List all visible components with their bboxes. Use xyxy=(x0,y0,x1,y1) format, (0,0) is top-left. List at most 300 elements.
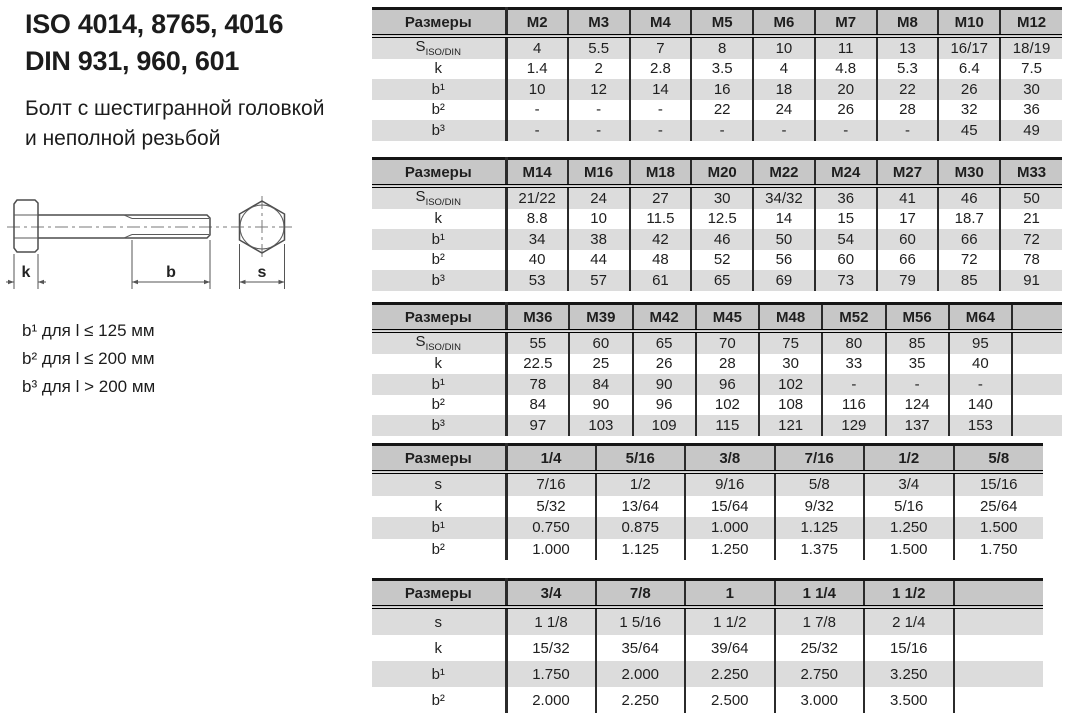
value-cell: 55 xyxy=(506,331,569,354)
row-label: b¹ xyxy=(372,661,506,687)
value-cell: 72 xyxy=(938,250,1000,271)
size-column-header: 1/2 xyxy=(864,445,954,473)
size-column-header: M4 xyxy=(630,9,692,37)
row-label: k xyxy=(372,496,506,518)
size-column-header: 5/16 xyxy=(596,445,686,473)
size-column-header: 1 1/4 xyxy=(775,580,865,608)
size-table-m36-m64 xyxy=(372,302,1062,436)
value-cell: 1.000 xyxy=(685,517,775,539)
value-cell: 2 1/4 xyxy=(864,607,954,635)
value-cell: 53 xyxy=(506,270,568,291)
value-cell: 9/32 xyxy=(775,496,865,518)
value-cell: 52 xyxy=(691,250,753,271)
value-cell: 3.5 xyxy=(691,59,753,80)
size-column-header: 5/8 xyxy=(954,445,1044,473)
value-cell: 35 xyxy=(886,354,949,375)
value-cell: 41 xyxy=(877,186,939,209)
value-cell: 5/32 xyxy=(506,496,596,518)
table-header-row xyxy=(372,159,1062,187)
document-title xyxy=(25,6,283,80)
row-label: b¹ xyxy=(372,374,506,395)
value-cell: 36 xyxy=(815,186,877,209)
dim-label-s: s xyxy=(257,264,267,281)
value-cell: 2.500 xyxy=(685,687,775,713)
value-cell: 90 xyxy=(569,395,632,416)
empty-cell xyxy=(1012,331,1062,354)
value-cell: 115 xyxy=(696,415,759,436)
value-cell: 1 1/2 xyxy=(685,607,775,635)
row-label: $S_{ISO/DIN}$ xyxy=(372,331,506,354)
value-cell: 22.5 xyxy=(506,354,569,375)
empty-cell xyxy=(1012,374,1062,395)
value-cell: 57 xyxy=(568,270,630,291)
row-label: $S_{ISO/DIN}$ xyxy=(372,36,506,59)
value-cell: 34 xyxy=(506,229,568,250)
row-label: b² xyxy=(372,100,506,121)
table-header-row xyxy=(372,580,1043,608)
value-cell: 78 xyxy=(1000,250,1062,271)
size-column-header: M16 xyxy=(568,159,630,187)
value-cell: - xyxy=(568,120,630,141)
size-column-header: M7 xyxy=(815,9,877,37)
size-column-header: M10 xyxy=(938,9,1000,37)
value-cell: 1 1/8 xyxy=(506,607,596,635)
dimension-row xyxy=(372,100,1062,121)
value-cell: 46 xyxy=(691,229,753,250)
value-cell: 17 xyxy=(877,209,939,230)
subtitle-line-1: Болт с шестигранной головкой xyxy=(25,97,325,120)
value-cell: 46 xyxy=(938,186,1000,209)
row-label: b¹ xyxy=(372,229,506,250)
value-cell: 7 xyxy=(630,36,692,59)
dimension-row xyxy=(372,539,1043,561)
value-cell: 4.8 xyxy=(815,59,877,80)
dimension-row xyxy=(372,250,1062,271)
value-cell: 25/32 xyxy=(775,635,865,661)
value-cell: 10 xyxy=(753,36,815,59)
row-label: $S_{ISO/DIN}$ xyxy=(372,186,506,209)
value-cell: 61 xyxy=(630,270,692,291)
size-column-header: M48 xyxy=(759,304,822,332)
value-cell: 121 xyxy=(759,415,822,436)
value-cell: 137 xyxy=(886,415,949,436)
value-cell: 129 xyxy=(822,415,885,436)
value-cell: 40 xyxy=(949,354,1012,375)
size-column-header: M39 xyxy=(569,304,632,332)
value-cell: 49 xyxy=(1000,120,1062,141)
value-cell: 13/64 xyxy=(596,496,686,518)
row-label: k xyxy=(372,354,506,375)
value-cell: 1.125 xyxy=(596,539,686,561)
value-cell: 73 xyxy=(815,270,877,291)
value-cell: 38 xyxy=(568,229,630,250)
row-label: b² xyxy=(372,539,506,561)
value-cell: 1.4 xyxy=(506,59,568,80)
size-column-header: M12 xyxy=(1000,9,1062,37)
value-cell: 15 xyxy=(815,209,877,230)
subtitle-line-2: и неполной резьбой xyxy=(25,127,221,150)
dimension-row xyxy=(372,661,1043,687)
value-cell: - xyxy=(506,120,568,141)
row-label: b² xyxy=(372,395,506,416)
dimension-row xyxy=(372,517,1043,539)
value-cell: - xyxy=(691,120,753,141)
dimension-row xyxy=(372,635,1043,661)
value-cell: 11 xyxy=(815,36,877,59)
value-cell: 8.8 xyxy=(506,209,568,230)
value-cell: 30 xyxy=(691,186,753,209)
value-cell: 124 xyxy=(886,395,949,416)
footnote-b3: b³ для l > 200 мм xyxy=(22,377,156,396)
value-cell: 2 xyxy=(568,59,630,80)
value-cell: 1/2 xyxy=(596,472,686,496)
dimension-row xyxy=(372,36,1062,59)
table-header-row xyxy=(372,445,1043,473)
value-cell: 48 xyxy=(630,250,692,271)
size-table-m14-m33 xyxy=(372,157,1062,291)
dimension-row xyxy=(372,186,1062,209)
empty-header-cell xyxy=(954,580,1044,608)
value-cell: 7.5 xyxy=(1000,59,1062,80)
size-column-header: M22 xyxy=(753,159,815,187)
value-cell: 1 5/16 xyxy=(596,607,686,635)
value-cell: 85 xyxy=(938,270,1000,291)
value-cell: - xyxy=(815,120,877,141)
value-cell: 2.000 xyxy=(506,687,596,713)
value-cell: 69 xyxy=(753,270,815,291)
value-cell: - xyxy=(753,120,815,141)
row-label: b³ xyxy=(372,415,506,436)
dimension-row xyxy=(372,79,1062,100)
dimension-row xyxy=(372,415,1062,436)
value-cell: - xyxy=(886,374,949,395)
dimension-row xyxy=(372,374,1062,395)
size-corner-label: Размеры xyxy=(372,304,506,332)
value-cell: - xyxy=(630,120,692,141)
row-label: s xyxy=(372,472,506,496)
bolt-side-view xyxy=(7,200,227,252)
value-cell: 103 xyxy=(569,415,632,436)
value-cell: 96 xyxy=(696,374,759,395)
value-cell: 15/64 xyxy=(685,496,775,518)
row-label-subscript: ISO/DIN xyxy=(425,197,461,209)
row-label: k xyxy=(372,59,506,80)
size-column-header: M45 xyxy=(696,304,759,332)
row-label: k xyxy=(372,635,506,661)
value-cell: 2.8 xyxy=(630,59,692,80)
row-label-subscript: ISO/DIN xyxy=(425,47,461,59)
value-cell: 5.5 xyxy=(568,36,630,59)
empty-cell xyxy=(1012,415,1062,436)
size-column-header: M20 xyxy=(691,159,753,187)
value-cell: 26 xyxy=(815,100,877,121)
value-cell: 8 xyxy=(691,36,753,59)
dimension-row xyxy=(372,472,1043,496)
value-cell: 33 xyxy=(822,354,885,375)
value-cell: 40 xyxy=(506,250,568,271)
size-column-header: M6 xyxy=(753,9,815,37)
size-column-header: M36 xyxy=(506,304,569,332)
value-cell: 45 xyxy=(938,120,1000,141)
value-cell: - xyxy=(949,374,1012,395)
title-line-iso: ISO 4014, 8765, 4016 xyxy=(25,9,284,39)
value-cell: 18 xyxy=(753,79,815,100)
thread-length-footnotes xyxy=(22,317,155,401)
value-cell: - xyxy=(506,100,568,121)
size-column-header: M8 xyxy=(877,9,939,37)
dimension-row xyxy=(372,229,1062,250)
value-cell: 1.500 xyxy=(864,539,954,561)
value-cell: 22 xyxy=(877,79,939,100)
value-cell: 1.750 xyxy=(954,539,1044,561)
value-cell: 153 xyxy=(949,415,1012,436)
value-cell: - xyxy=(877,120,939,141)
value-cell: 1.125 xyxy=(775,517,865,539)
value-cell: 1 7/8 xyxy=(775,607,865,635)
size-corner-label: Размеры xyxy=(372,159,506,187)
value-cell: 34/32 xyxy=(753,186,815,209)
value-cell: 10 xyxy=(506,79,568,100)
size-column-header: M52 xyxy=(822,304,885,332)
value-cell: 11.5 xyxy=(630,209,692,230)
title-line-din: DIN 931, 960, 601 xyxy=(25,46,240,76)
row-label: b³ xyxy=(372,270,506,291)
size-column-header: 1/4 xyxy=(506,445,596,473)
value-cell: 66 xyxy=(938,229,1000,250)
value-cell: 44 xyxy=(568,250,630,271)
bolt-technical-drawing xyxy=(5,188,337,306)
value-cell: 12 xyxy=(568,79,630,100)
row-label: s xyxy=(372,607,506,635)
value-cell: 116 xyxy=(822,395,885,416)
value-cell: 60 xyxy=(877,229,939,250)
value-cell: 30 xyxy=(1000,79,1062,100)
dimension-b xyxy=(132,240,210,289)
value-cell: 2.250 xyxy=(596,687,686,713)
value-cell: 21/22 xyxy=(506,186,568,209)
value-cell: 28 xyxy=(696,354,759,375)
dimension-row xyxy=(372,354,1062,375)
dimension-row xyxy=(372,120,1062,141)
value-cell: 9/16 xyxy=(685,472,775,496)
value-cell: 4 xyxy=(506,36,568,59)
value-cell: 3/4 xyxy=(864,472,954,496)
value-cell: 108 xyxy=(759,395,822,416)
value-cell: 102 xyxy=(696,395,759,416)
value-cell: 102 xyxy=(759,374,822,395)
value-cell: 25 xyxy=(569,354,632,375)
value-cell: 3.000 xyxy=(775,687,865,713)
value-cell: 5/8 xyxy=(775,472,865,496)
value-cell: 109 xyxy=(633,415,696,436)
empty-cell xyxy=(1012,354,1062,375)
value-cell: 24 xyxy=(568,186,630,209)
size-column-header: 1 xyxy=(685,580,775,608)
value-cell: 75 xyxy=(759,331,822,354)
size-corner-label: Размеры xyxy=(372,445,506,473)
size-column-header: M14 xyxy=(506,159,568,187)
value-cell: 95 xyxy=(949,331,1012,354)
dimension-k xyxy=(6,254,46,289)
row-label: k xyxy=(372,209,506,230)
value-cell: 65 xyxy=(691,270,753,291)
value-cell: 7/16 xyxy=(506,472,596,496)
row-label-subscript: ISO/DIN xyxy=(425,342,461,354)
value-cell: 35/64 xyxy=(596,635,686,661)
value-cell: 10 xyxy=(568,209,630,230)
size-column-header: 1 1/2 xyxy=(864,580,954,608)
value-cell: 5/16 xyxy=(864,496,954,518)
footnote-b1: b¹ для l ≤ 125 мм xyxy=(22,321,155,340)
dimension-row xyxy=(372,59,1062,80)
size-column-header: M27 xyxy=(877,159,939,187)
value-cell: 50 xyxy=(1000,186,1062,209)
value-cell: 5.3 xyxy=(877,59,939,80)
value-cell: 28 xyxy=(877,100,939,121)
value-cell: 15/16 xyxy=(954,472,1044,496)
document-subtitle xyxy=(25,94,324,154)
row-label: b² xyxy=(372,687,506,713)
empty-cell xyxy=(954,635,1044,661)
value-cell: 1.250 xyxy=(864,517,954,539)
size-table-m2-m12 xyxy=(372,7,1062,141)
value-cell: 27 xyxy=(630,186,692,209)
value-cell: 39/64 xyxy=(685,635,775,661)
size-column-header: M3 xyxy=(568,9,630,37)
value-cell: 13 xyxy=(877,36,939,59)
dim-label-k: k xyxy=(21,264,31,281)
value-cell: 1.000 xyxy=(506,539,596,561)
size-column-header: M56 xyxy=(886,304,949,332)
table-header-row xyxy=(372,304,1062,332)
value-cell: 79 xyxy=(877,270,939,291)
empty-header-cell xyxy=(1012,304,1062,332)
empty-cell xyxy=(1012,395,1062,416)
size-column-header: M24 xyxy=(815,159,877,187)
value-cell: 0.875 xyxy=(596,517,686,539)
row-label: b¹ xyxy=(372,79,506,100)
value-cell: 18/19 xyxy=(1000,36,1062,59)
value-cell: 60 xyxy=(569,331,632,354)
value-cell: 84 xyxy=(506,395,569,416)
value-cell: 84 xyxy=(569,374,632,395)
value-cell: 14 xyxy=(753,209,815,230)
dimension-row xyxy=(372,496,1043,518)
value-cell: 2.750 xyxy=(775,661,865,687)
value-cell: 20 xyxy=(815,79,877,100)
value-cell: 96 xyxy=(633,395,696,416)
value-cell: 22 xyxy=(691,100,753,121)
size-column-header: 3/4 xyxy=(506,580,596,608)
size-column-header: M5 xyxy=(691,9,753,37)
value-cell: 32 xyxy=(938,100,1000,121)
value-cell: 26 xyxy=(938,79,1000,100)
value-cell: 15/16 xyxy=(864,635,954,661)
value-cell: 3.250 xyxy=(864,661,954,687)
value-cell: 12.5 xyxy=(691,209,753,230)
value-cell: 21 xyxy=(1000,209,1062,230)
value-cell: - xyxy=(822,374,885,395)
value-cell: 1.250 xyxy=(685,539,775,561)
value-cell: 54 xyxy=(815,229,877,250)
value-cell: 80 xyxy=(822,331,885,354)
size-column-header: M2 xyxy=(506,9,568,37)
size-column-header: M30 xyxy=(938,159,1000,187)
value-cell: - xyxy=(630,100,692,121)
value-cell: 15/32 xyxy=(506,635,596,661)
row-label: b³ xyxy=(372,120,506,141)
value-cell: 42 xyxy=(630,229,692,250)
value-cell: 66 xyxy=(877,250,939,271)
dimension-row xyxy=(372,607,1043,635)
value-cell: 1.750 xyxy=(506,661,596,687)
size-table-inch-large xyxy=(372,578,1043,713)
table-header-row xyxy=(372,9,1062,37)
value-cell: 2.000 xyxy=(596,661,686,687)
value-cell: 26 xyxy=(633,354,696,375)
value-cell: 1.375 xyxy=(775,539,865,561)
size-column-header: M33 xyxy=(1000,159,1062,187)
size-table-inch-small xyxy=(372,443,1043,560)
value-cell: 56 xyxy=(753,250,815,271)
dim-label-b: b xyxy=(166,264,176,281)
value-cell: 1.500 xyxy=(954,517,1044,539)
dimension-row xyxy=(372,687,1043,713)
footnote-b2: b² для l ≤ 200 мм xyxy=(22,349,155,368)
value-cell: 97 xyxy=(506,415,569,436)
value-cell: 140 xyxy=(949,395,1012,416)
value-cell: 70 xyxy=(696,331,759,354)
size-column-header: M64 xyxy=(949,304,1012,332)
value-cell: 24 xyxy=(753,100,815,121)
value-cell: 0.750 xyxy=(506,517,596,539)
dimension-row xyxy=(372,331,1062,354)
value-cell: 16 xyxy=(691,79,753,100)
empty-cell xyxy=(954,687,1044,713)
value-cell: 6.4 xyxy=(938,59,1000,80)
value-cell: 90 xyxy=(633,374,696,395)
value-cell: - xyxy=(568,100,630,121)
size-corner-label: Размеры xyxy=(372,580,506,608)
size-column-header: M42 xyxy=(633,304,696,332)
value-cell: 91 xyxy=(1000,270,1062,291)
value-cell: 30 xyxy=(759,354,822,375)
value-cell: 16/17 xyxy=(938,36,1000,59)
value-cell: 65 xyxy=(633,331,696,354)
size-column-header: 7/16 xyxy=(775,445,865,473)
dimension-row xyxy=(372,270,1062,291)
dimension-row xyxy=(372,395,1062,416)
value-cell: 60 xyxy=(815,250,877,271)
empty-cell xyxy=(954,661,1044,687)
empty-cell xyxy=(954,607,1044,635)
size-column-header: M18 xyxy=(630,159,692,187)
value-cell: 78 xyxy=(506,374,569,395)
dimension-row xyxy=(372,209,1062,230)
value-cell: 14 xyxy=(630,79,692,100)
size-corner-label: Размеры xyxy=(372,9,506,37)
row-label: b² xyxy=(372,250,506,271)
value-cell: 36 xyxy=(1000,100,1062,121)
row-label: b¹ xyxy=(372,517,506,539)
value-cell: 4 xyxy=(753,59,815,80)
size-column-header: 3/8 xyxy=(685,445,775,473)
value-cell: 2.250 xyxy=(685,661,775,687)
value-cell: 25/64 xyxy=(954,496,1044,518)
value-cell: 50 xyxy=(753,229,815,250)
value-cell: 18.7 xyxy=(938,209,1000,230)
value-cell: 85 xyxy=(886,331,949,354)
